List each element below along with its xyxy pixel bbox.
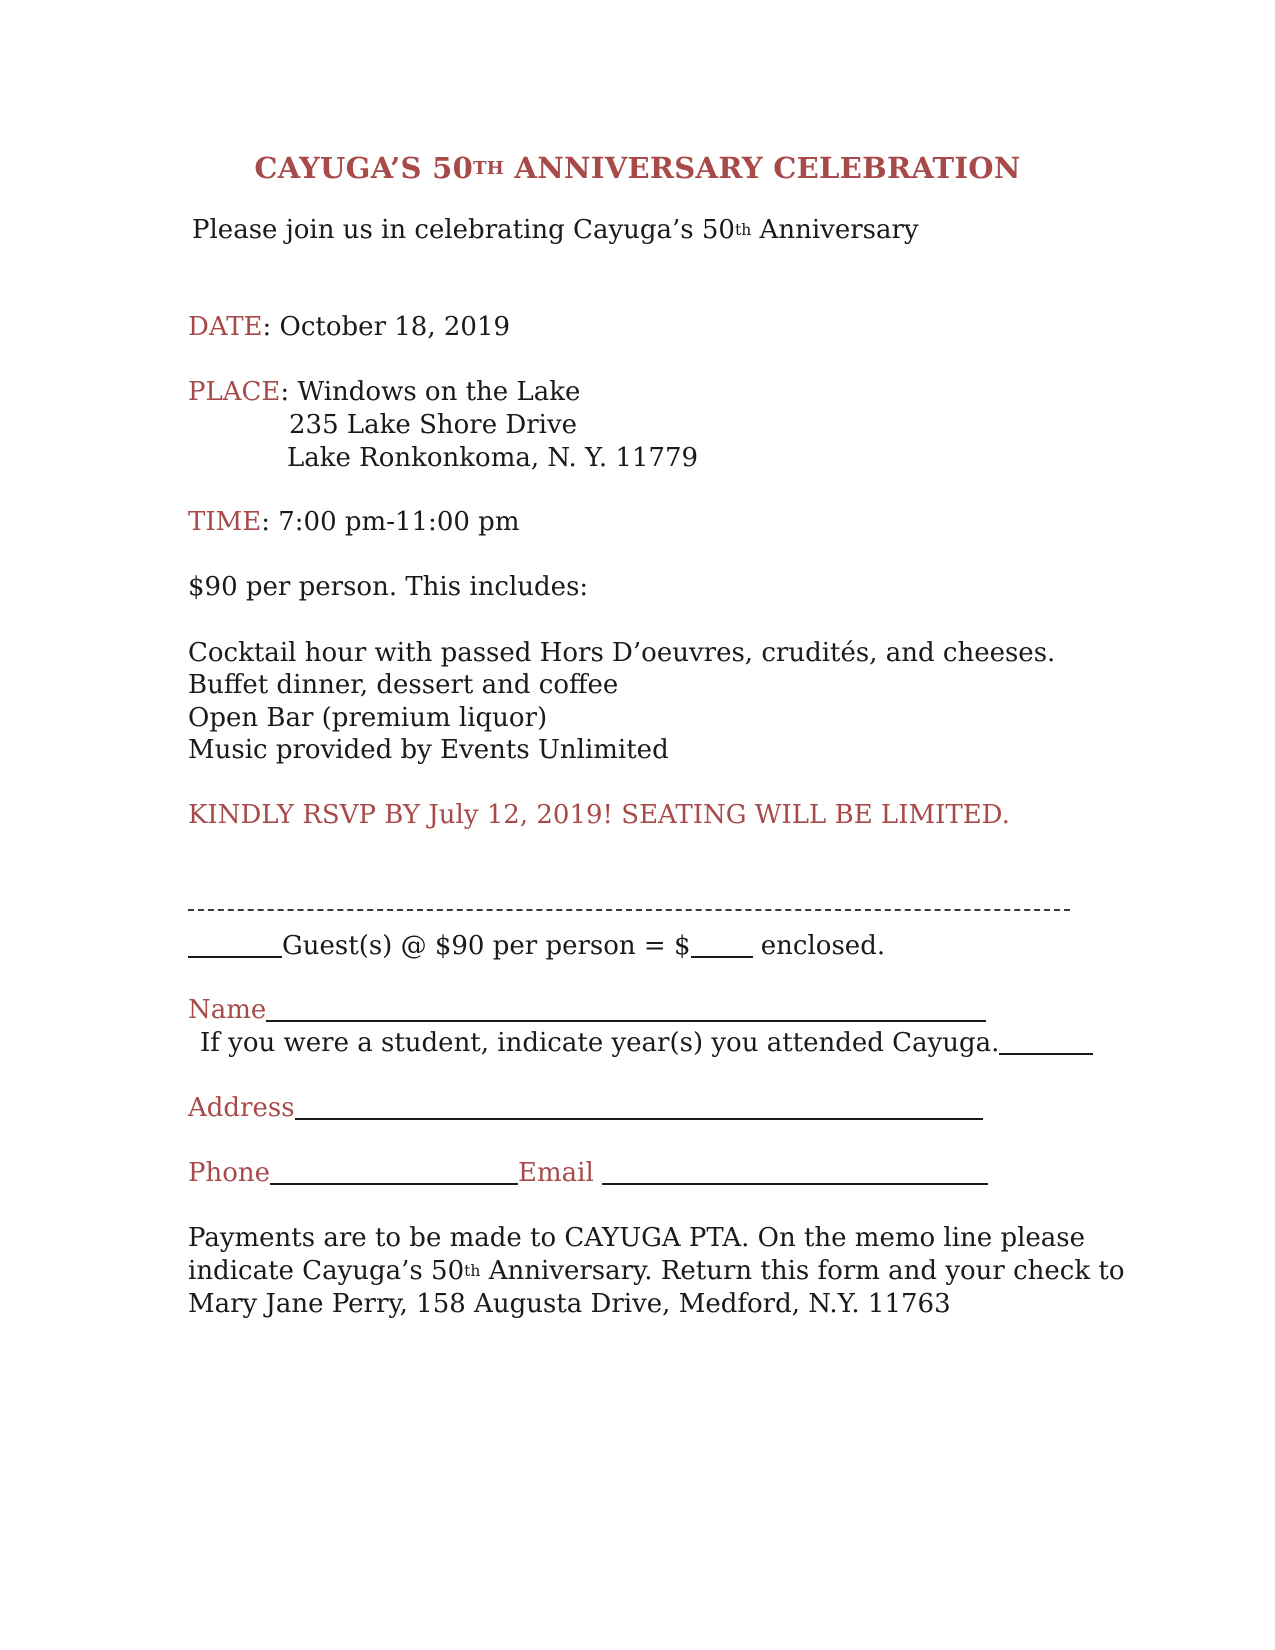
- name-label: Name: [188, 995, 267, 1025]
- student-line: If you were a student, indicate year(s) you attended Cayuga.: [200, 1026, 1093, 1060]
- name-line: [188, 993, 986, 1027]
- rsvp-notice: KINDLY RSVP BY July 12, 2019! SEATING WILL BE LIMITED.: [188, 800, 1010, 830]
- includes-item: Cocktail hour with passed Hors D’oeuvres, crudités, and cheeses.: [188, 638, 1056, 668]
- payment-text: Payments are to be made to CAYUGA PTA. On the memo line please: [188, 1223, 1086, 1253]
- includes-item: Buffet dinner, dessert and coffee: [188, 670, 619, 700]
- email-label: Email: [518, 1158, 603, 1188]
- payment-text: Mary Jane Perry, 158 Augusta Drive, Medford, N.Y. 11763: [188, 1289, 951, 1319]
- date-label: DATE: [188, 312, 263, 342]
- intro-text: Please join us in celebrating Cayuga’s 50th Anniversary: [192, 215, 919, 245]
- place-label: PLACE: [188, 377, 281, 407]
- address-field[interactable]: [295, 1096, 983, 1120]
- guests-count-field[interactable]: [188, 934, 282, 958]
- time-label: TIME: [188, 507, 262, 537]
- phone-label: Phone: [188, 1158, 271, 1188]
- cut-line: [188, 909, 1070, 911]
- address-line: [188, 1091, 983, 1125]
- contact-line: [188, 1156, 988, 1190]
- place-line: PLACE: Windows on the Lake: [188, 377, 581, 407]
- place-city: Lake Ronkonkoma, N. Y. 11779: [287, 443, 699, 473]
- phone-field[interactable]: [270, 1161, 518, 1185]
- time-line: TIME: 7:00 pm-11:00 pm: [188, 507, 520, 537]
- price-line: $90 per person. This includes:: [188, 572, 589, 602]
- includes-item: Music provided by Events Unlimited: [188, 735, 669, 765]
- amount-field[interactable]: [691, 934, 753, 958]
- date-line: DATE: October 18, 2019: [188, 312, 511, 342]
- name-field[interactable]: [266, 998, 986, 1022]
- payment-text: indicate Cayuga’s 50th Anniversary. Return this form and your check to: [188, 1256, 1125, 1286]
- email-field[interactable]: [602, 1161, 988, 1185]
- guests-line: Guest(s) @ $90 per person = $ enclosed.: [188, 929, 885, 963]
- includes-item: Open Bar (premium liquor): [188, 703, 548, 733]
- page-title: CAYUGA’S 50TH ANNIVERSARY CELEBRATION: [254, 151, 1021, 185]
- years-attended-field[interactable]: [999, 1031, 1093, 1055]
- place-address: 235 Lake Shore Drive: [289, 410, 578, 440]
- address-label: Address: [188, 1093, 295, 1123]
